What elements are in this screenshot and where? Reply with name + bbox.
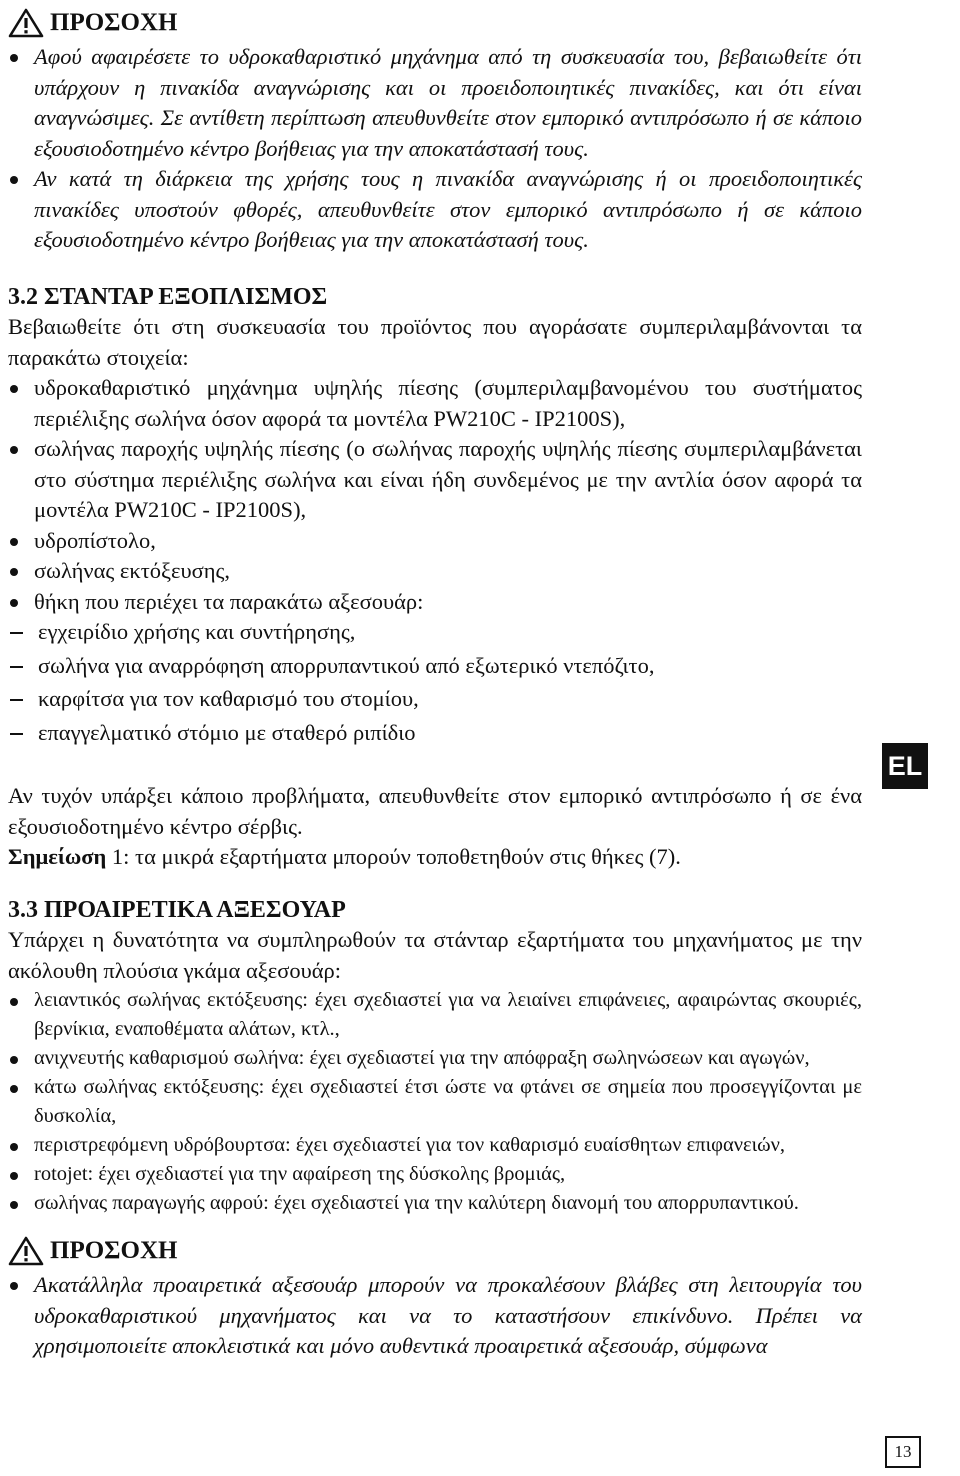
section-3-3-intro: Υπάρχει η δυνατότητα να συμπληρωθούν τα στάνταρ εξαρτήματα του μηχανήματος με την ακόλουθη πλούσια γκάμα αξεσουάρ: [8, 927, 862, 983]
manual-page [8, 6, 862, 1362]
optional-accessory-item: λειαντικός σωλήνας εκτόξευσης: έχει σχεδιαστεί για να λειαίνει επιφάνειες, αφαιρώντας σκουριές, βερνίκια, εναποθέματα αλάτων, κτλ., [8, 986, 862, 1044]
warning-heading-2 [8, 1234, 862, 1268]
language-tab: EL [882, 743, 928, 789]
warning-triangle-icon [8, 1236, 44, 1266]
warning-item: Ακατάλληλα προαιρετικά αξεσουάρ μπορούν να προκαλέσουν βλάβες στη λειτουργία του υδροκαθαριστικού μηχανήματος και να το καταστήσουν επικίνδυνο. Πρέπει να χρησιμοποιείτε αποκλειστικά και μόνο αυθεντικά προαιρετικά αξεσουάρ, σύμφωνα [8, 1270, 862, 1362]
section-3-2-title: 3.2 ΣΤΑΝΤΑΡ ΕΞΟΠΛΙΣΜΟΣ [8, 283, 328, 310]
optional-accessory-item: ανιχνευτής καθαρισμού σωλήνα: έχει σχεδιαστεί για την απόφραξη σωληνώσεων και αγωγών, [8, 1044, 862, 1073]
optional-accessory-item: περιστρεφόμενη υδρόβουρτσα: έχει σχεδιαστεί για τον καθαρισμό ευαίσθητων επιφανειών, [8, 1131, 862, 1160]
warning-heading-1 [8, 6, 862, 40]
equipment-item: υδροκαθαριστικό μηχάνημα υψηλής πίεσης (συμπεριλαμβανομένου του συστήματος περιέλιξης σωλήνα όσον αφορά τα μοντέλα PW210C - IP2100S), [8, 373, 862, 434]
section-3-2-intro: Βεβαιωθείτε ότι στη συσκευασία του προϊόντος που αγοράσατε συμπεριλαμβάνονται τα παρακάτω στοιχεία: [8, 314, 862, 370]
optional-accessories-list [8, 986, 862, 1218]
standard-equipment-list [8, 373, 862, 617]
note-label: Σημείωση [8, 844, 107, 869]
warning-item: Αν κατά τη διάρκεια της χρήσης τους η πινακίδα αναγνώρισης ή οι προειδοποιητικές πινακίδες υποστούν φθορές, απευθυνθείτε στον εμπορικό αντιπρόσωπο ή σε κάποιο εξουσιοδοτημένο κέντρο βοήθειας για την αποκατάστασή τους. [8, 164, 862, 256]
accessory-item: καρφίτσα για τον καθαρισμό του στομίου, [8, 684, 862, 715]
equipment-item: υδροπίστολο, [8, 526, 862, 557]
warning-title-1: ΠΡΟΣΟΧΗ [50, 9, 178, 36]
warning-item: Αφού αφαιρέσετε το υδροκαθαριστικό μηχάνημα από τη συσκευασία του, βεβαιωθείτε ότι υπάρχουν η πινακίδα αναγνώρισης και οι προειδοποιητικές πινακίδες, και ότι είναι αναγνώσιμες. Σε αντίθετη περίπτωση απευθυνθείτε στον εμπορικό αντιπρόσωπο ή σε κάποιο εξουσιοδοτημένο κέντρο βοήθειας για την αποκατάστασή τους. [8, 42, 862, 164]
note-text: 1: τα μικρά εξαρτήματα μπορούν τοποθετηθούν στις θήκες (7). [106, 844, 681, 869]
problem-text: Αν τυχόν υπάρξει κάποιο προβλήματα, απευθυνθείτε στον εμπορικό αντιπρόσωπο ή σε ένα εξουσιοδοτημένο κέντρο σέρβις. [8, 783, 862, 839]
accessory-item: επαγγελματικό στόμιο με σταθερό ριπίδιο [8, 718, 862, 749]
warning-list-1 [8, 42, 862, 256]
note-line [8, 842, 862, 873]
warning-title-2: ΠΡΟΣΟΧΗ [50, 1237, 178, 1264]
page-number: 13 [885, 1436, 921, 1468]
optional-accessory-item: σωλήνας παραγωγής αφρού: έχει σχεδιαστεί για την καλύτερη διανομή του απορρυπαντικού. [8, 1189, 862, 1218]
section-3-3-title: 3.3 ΠΡΟΑΙΡΕΤΙΚΑ ΑΞΕΣΟΥΑΡ [8, 896, 346, 923]
optional-accessory-item: κάτω σωλήνας εκτόξευσης: έχει σχεδιαστεί έτσι ώστε να φτάνει σε σημεία που προσεγγίζονται με δυσκολία, [8, 1073, 862, 1131]
warning-triangle-icon [8, 8, 44, 38]
accessory-item: σωλήνα για αναρρόφηση απορρυπαντικού από εξωτερικό ντεπόζιτο, [8, 651, 862, 682]
warning-list-2 [8, 1270, 862, 1362]
equipment-item: σωλήνας εκτόξευσης, [8, 556, 862, 587]
optional-accessory-item: rotojet: έχει σχεδιαστεί για την αφαίρεση της δύσκολης βρομιάς, [8, 1160, 862, 1189]
equipment-item: θήκη που περιέχει τα παρακάτω αξεσουάρ: [8, 587, 862, 618]
accessory-item: εγχειρίδιο χρήσης και συντήρησης, [8, 617, 862, 648]
accessory-case-list [8, 617, 862, 748]
equipment-item: σωλήνας παροχής υψηλής πίεσης (ο σωλήνας παροχής υψηλής πίεσης συμπεριλαμβάνεται στο σύστημα περιέλιξης σωλήνα και είναι ήδη συνδεμένος με την αντλία όσον αφορά τα μοντέλα PW210C - IP2100S), [8, 434, 862, 526]
